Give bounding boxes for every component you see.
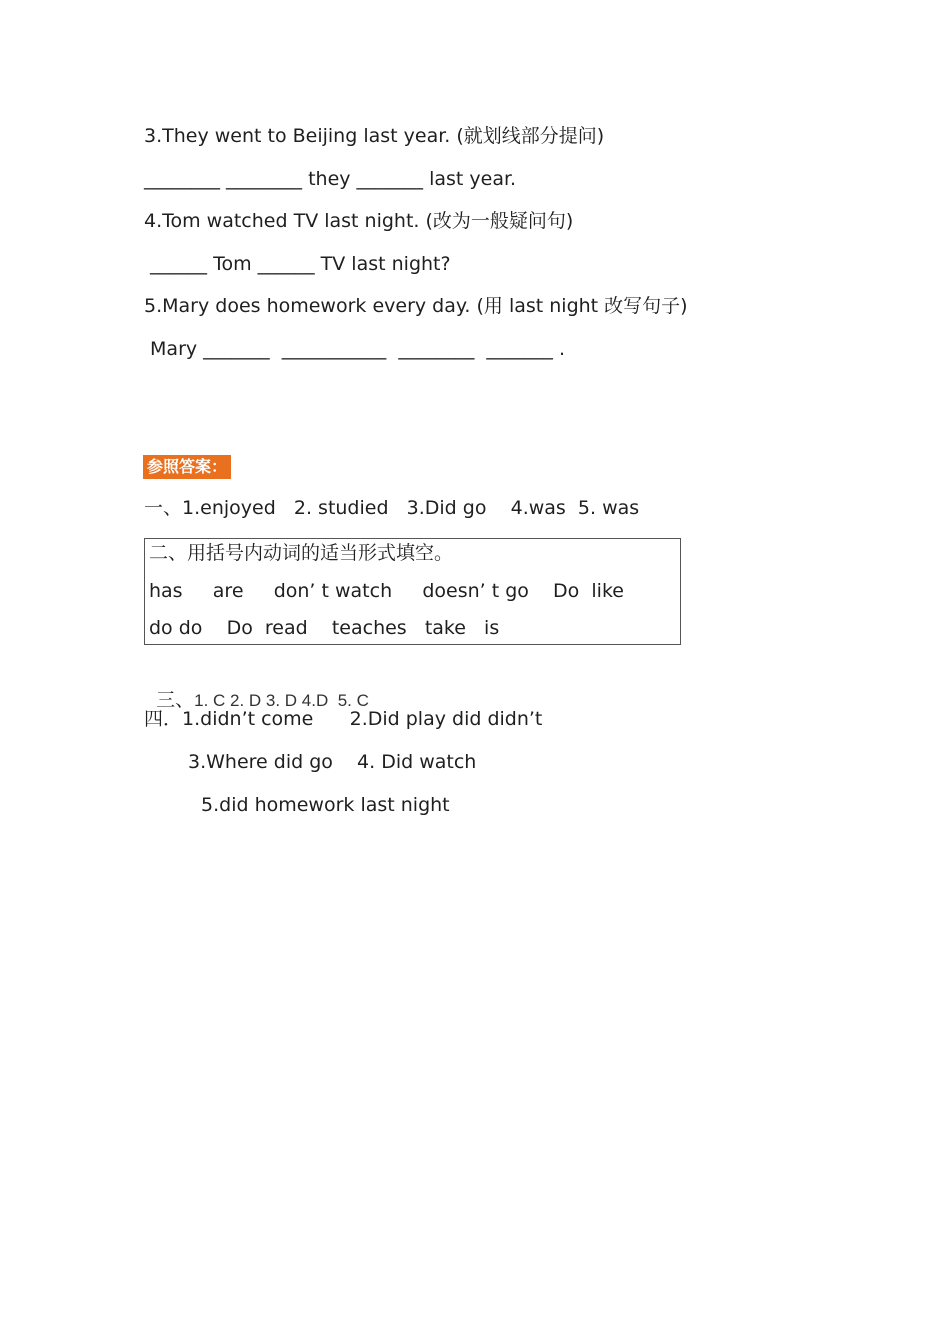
- answer-part-3: [144, 664, 369, 713]
- answer-part-2-row-1: has are don’ t watch doesn’ t go Do like: [149, 580, 624, 602]
- answer-part-2-title: 二、用括号内动词的适当形式填空。: [149, 542, 454, 564]
- answer-part-4-line-2: 3.Where did go 4. Did watch: [188, 751, 477, 773]
- answer-part-4-line-3: 5.did homework last night: [201, 794, 450, 816]
- answer-part-3-label: 三、: [156, 689, 195, 711]
- answer-part-3-items: 1. C 2. D 3. D 4.D 5. C: [194, 691, 369, 710]
- question-4-blanks: ______ Tom ______ TV last night?: [144, 253, 451, 275]
- answer-part-1: 一、1.enjoyed 2. studied 3.Did go 4.was 5. was: [144, 497, 640, 519]
- question-3: 3.They went to Beijing last year. (就划线部分提问): [144, 125, 605, 147]
- question-4: 4.Tom watched TV last night. (改为一般疑问句): [144, 210, 574, 232]
- question-5: 5.Mary does homework every day. (用 last night 改写句子): [144, 295, 688, 317]
- question-5-blanks: Mary _______ ___________ ________ _______ .: [144, 338, 565, 360]
- answer-key-tag: 参照答案：: [143, 455, 231, 479]
- answer-part-2-box: [144, 538, 681, 645]
- answer-part-2-row-2: do do Do read teaches take is: [149, 617, 500, 639]
- answer-part-4-line-1: 四．1.didn’t come 2.Did play did didn’t: [144, 708, 543, 730]
- question-3-blanks: ________ ________ they _______ last year.: [144, 168, 517, 190]
